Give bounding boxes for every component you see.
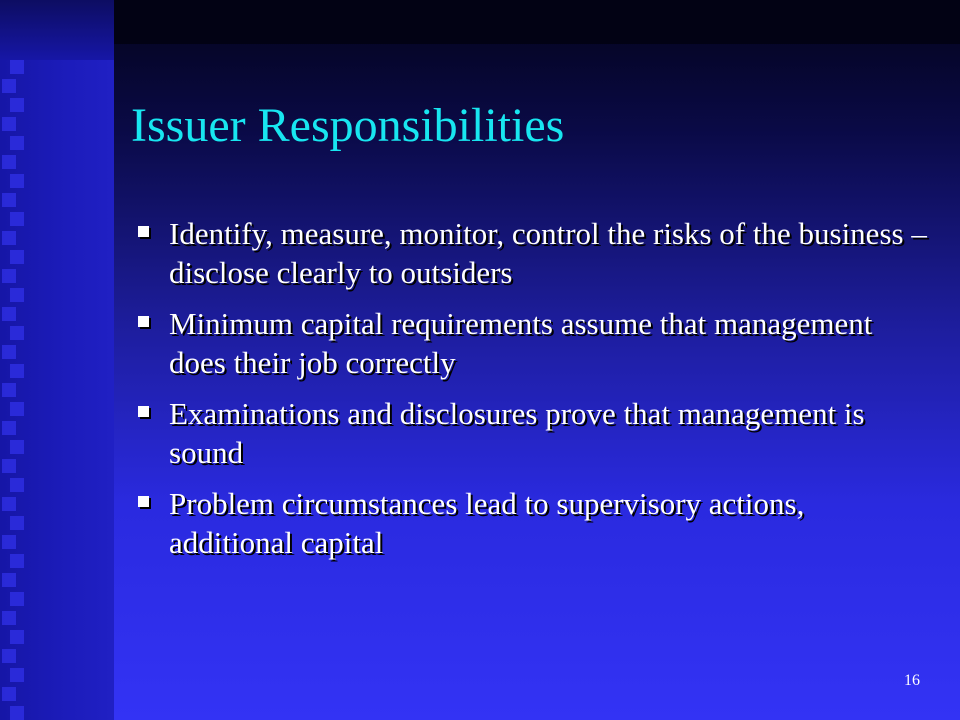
- decorative-square: [2, 649, 16, 663]
- bullet-item: [135, 484, 935, 562]
- slide-title: Issuer Responsibilities: [131, 99, 565, 152]
- decorative-square: [10, 478, 24, 492]
- decorative-square: [2, 573, 16, 587]
- decorative-square: [10, 554, 24, 568]
- left-band-top-shade: [0, 0, 114, 60]
- decorative-square: [2, 345, 16, 359]
- square-bullet-icon: [138, 496, 149, 507]
- decorative-square: [2, 611, 16, 625]
- decorative-square: [10, 440, 24, 454]
- bullet-text: Problem circumstances lead to supervisory actions, additional capital: [169, 486, 805, 560]
- decorative-square: [2, 687, 16, 701]
- decorative-square: [10, 706, 24, 720]
- decorative-square: [2, 193, 16, 207]
- bullet-text: Minimum capital requirements assume that management does their job correctly: [169, 306, 873, 380]
- decorative-square: [2, 307, 16, 321]
- decorative-square: [2, 155, 16, 169]
- decorative-square: [10, 592, 24, 606]
- decorative-square: [2, 383, 16, 397]
- decorative-square: [10, 516, 24, 530]
- top-dark-banner: [114, 0, 960, 44]
- bullet-text: Identify, measure, monitor, control the risks of the business – disclose clearly to outsiders: [169, 216, 927, 290]
- square-bullet-icon: [138, 316, 149, 327]
- decorative-square: [2, 231, 16, 245]
- decorative-square: [2, 117, 16, 131]
- decorative-square: [10, 326, 24, 340]
- square-bullet-icon: [138, 226, 149, 237]
- square-bullet-icon: [138, 406, 149, 417]
- bullet-item: [135, 394, 935, 472]
- bullet-list: [135, 214, 935, 574]
- decorative-square: [10, 668, 24, 682]
- decorative-square: [10, 60, 24, 74]
- decorative-square: [10, 250, 24, 264]
- decorative-square: [10, 364, 24, 378]
- decorative-square: [2, 459, 16, 473]
- decorative-square: [10, 212, 24, 226]
- decorative-square: [10, 402, 24, 416]
- bullet-text: Examinations and disclosures prove that management is sound: [169, 396, 865, 470]
- decorative-square: [2, 79, 16, 93]
- decorative-square: [10, 174, 24, 188]
- decorative-square: [10, 98, 24, 112]
- page-number: 16: [904, 672, 920, 689]
- decorative-square-column: [2, 60, 28, 720]
- decorative-square: [10, 136, 24, 150]
- bullet-item: [135, 214, 935, 292]
- decorative-square: [2, 497, 16, 511]
- decorative-square: [2, 269, 16, 283]
- decorative-square: [2, 535, 16, 549]
- bullet-item: [135, 304, 935, 382]
- decorative-square: [10, 630, 24, 644]
- decorative-square: [10, 288, 24, 302]
- decorative-square: [2, 421, 16, 435]
